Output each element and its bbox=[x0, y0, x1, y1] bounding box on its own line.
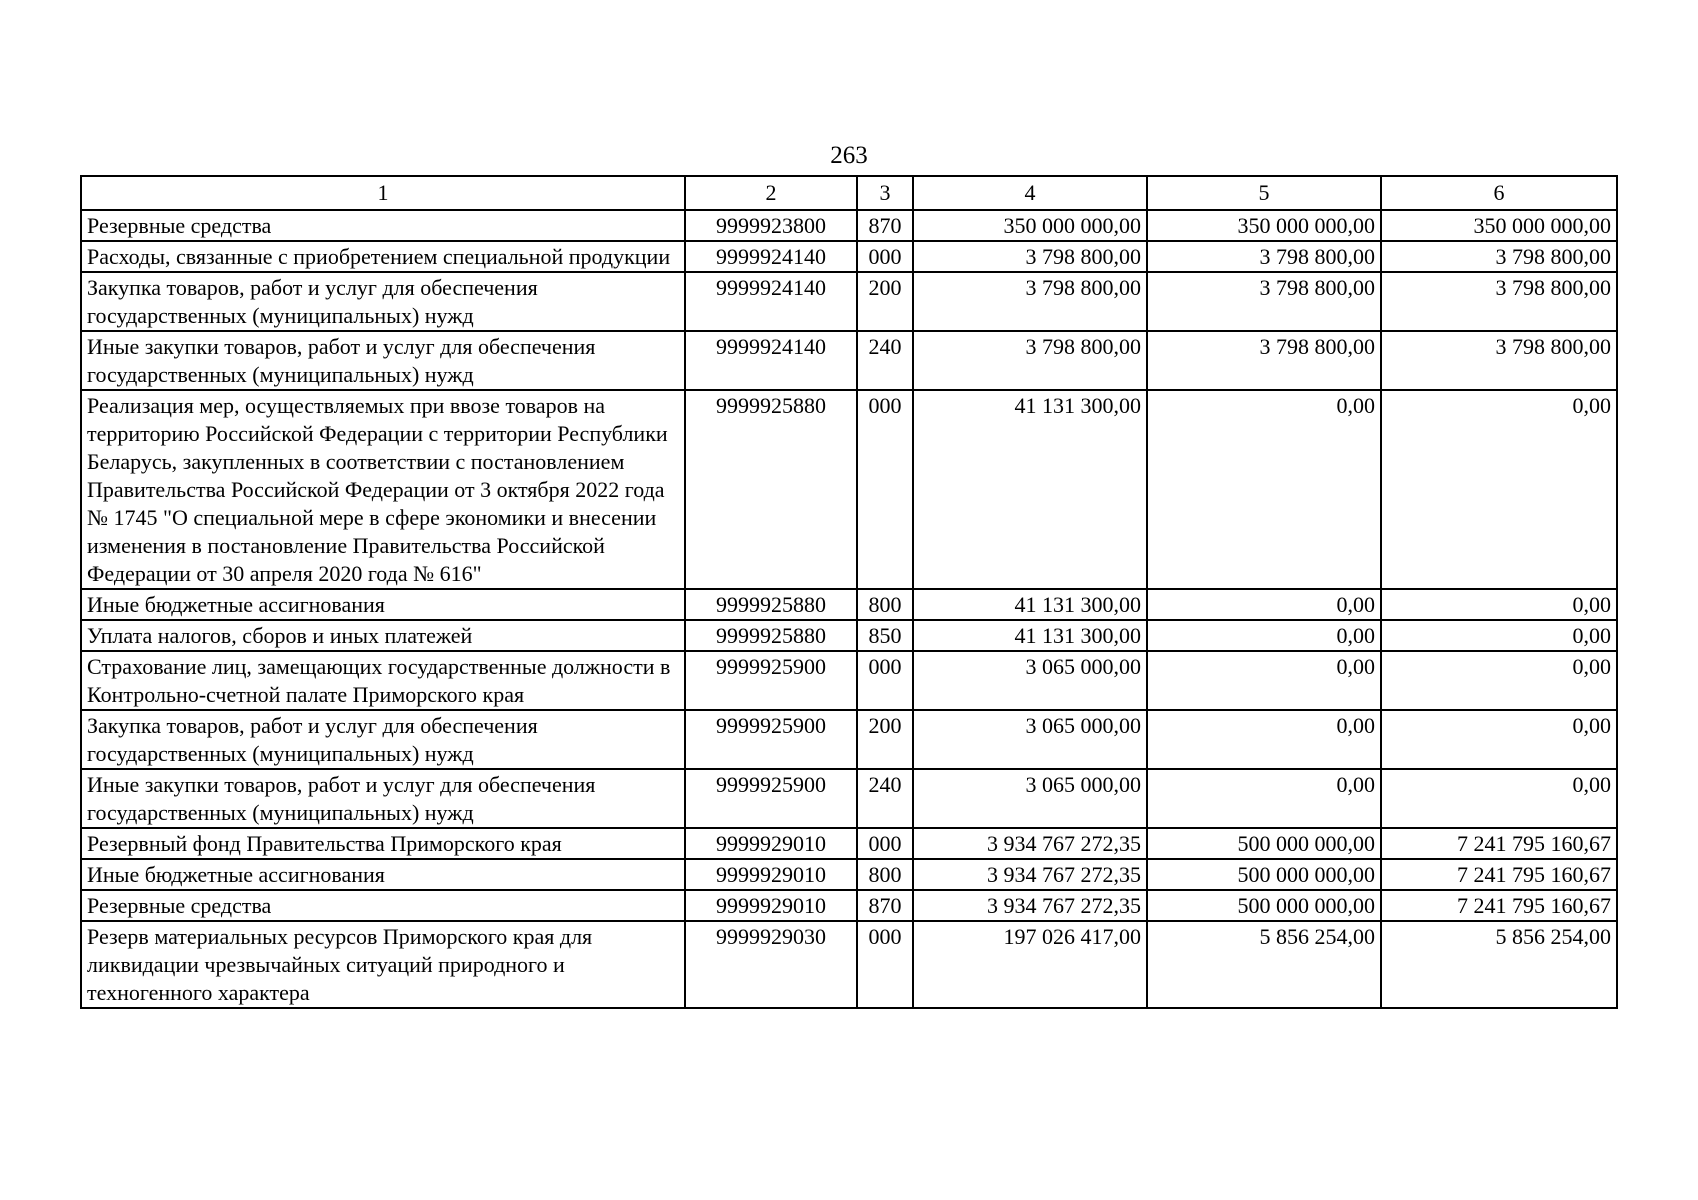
row-type-cell: 000 bbox=[857, 828, 913, 859]
row-code-cell: 9999924140 bbox=[685, 331, 857, 390]
row-value-col6-cell: 7 241 795 160,67 bbox=[1381, 890, 1617, 921]
row-code-cell: 9999929010 bbox=[685, 890, 857, 921]
row-type-cell: 240 bbox=[857, 331, 913, 390]
table-row bbox=[81, 710, 1617, 769]
row-value-col4-cell: 3 934 767 272,35 bbox=[913, 890, 1147, 921]
row-type-cell: 200 bbox=[857, 710, 913, 769]
row-name-cell: Иные бюджетные ассигнования bbox=[81, 859, 685, 890]
row-type-cell: 850 bbox=[857, 620, 913, 651]
row-name-cell: Иные закупки товаров, работ и услуг для обеспечения государственных (муниципальных) нужд bbox=[81, 331, 685, 390]
row-value-col6-cell: 7 241 795 160,67 bbox=[1381, 859, 1617, 890]
row-value-col5-cell: 500 000 000,00 bbox=[1147, 859, 1381, 890]
row-value-col5-cell: 0,00 bbox=[1147, 769, 1381, 828]
table-row bbox=[81, 769, 1617, 828]
row-value-col4-cell: 41 131 300,00 bbox=[913, 390, 1147, 589]
row-value-col5-cell: 500 000 000,00 bbox=[1147, 890, 1381, 921]
table-row bbox=[81, 828, 1617, 859]
row-value-col6-cell: 3 798 800,00 bbox=[1381, 241, 1617, 272]
row-code-cell: 9999929030 bbox=[685, 921, 857, 1008]
row-value-col5-cell: 0,00 bbox=[1147, 620, 1381, 651]
row-value-col4-cell: 3 798 800,00 bbox=[913, 241, 1147, 272]
budget-table bbox=[80, 175, 1618, 1009]
row-value-col5-cell: 3 798 800,00 bbox=[1147, 272, 1381, 331]
row-value-col5-cell: 0,00 bbox=[1147, 710, 1381, 769]
row-name-cell: Реализация мер, осуществляемых при ввозе товаров на территорию Российской Федерации с территории Республики Беларусь, закупленных в соответствии с постановлением Правительства Российской Федерации от 3 октября 2022 года № 1745 "О специальной мере в сфере экономики и внесении изменения в постановление Правительства Российской Федерации от 30 апреля 2020 года № 616" bbox=[81, 390, 685, 589]
row-value-col5-cell: 350 000 000,00 bbox=[1147, 210, 1381, 241]
row-value-col4-cell: 3 798 800,00 bbox=[913, 331, 1147, 390]
row-code-cell: 9999925880 bbox=[685, 390, 857, 589]
row-name-cell: Резервный фонд Правительства Приморского края bbox=[81, 828, 685, 859]
row-code-cell: 9999929010 bbox=[685, 828, 857, 859]
table-row bbox=[81, 620, 1617, 651]
row-name-cell: Закупка товаров, работ и услуг для обеспечения государственных (муниципальных) нужд bbox=[81, 710, 685, 769]
row-value-col4-cell: 350 000 000,00 bbox=[913, 210, 1147, 241]
row-code-cell: 9999925900 bbox=[685, 769, 857, 828]
row-value-col5-cell: 0,00 bbox=[1147, 390, 1381, 589]
row-value-col6-cell: 3 798 800,00 bbox=[1381, 331, 1617, 390]
row-value-col5-cell: 5 856 254,00 bbox=[1147, 921, 1381, 1008]
row-name-cell: Резервные средства bbox=[81, 890, 685, 921]
row-value-col6-cell: 0,00 bbox=[1381, 710, 1617, 769]
row-type-cell: 000 bbox=[857, 651, 913, 710]
row-type-cell: 870 bbox=[857, 210, 913, 241]
header-cell-6: 6 bbox=[1381, 176, 1617, 210]
row-value-col6-cell: 0,00 bbox=[1381, 651, 1617, 710]
row-value-col4-cell: 3 934 767 272,35 bbox=[913, 859, 1147, 890]
table-row bbox=[81, 331, 1617, 390]
row-code-cell: 9999923800 bbox=[685, 210, 857, 241]
row-type-cell: 000 bbox=[857, 921, 913, 1008]
row-value-col4-cell: 3 798 800,00 bbox=[913, 272, 1147, 331]
row-type-cell: 000 bbox=[857, 241, 913, 272]
row-value-col6-cell: 3 798 800,00 bbox=[1381, 272, 1617, 331]
table-row bbox=[81, 651, 1617, 710]
row-value-col5-cell: 500 000 000,00 bbox=[1147, 828, 1381, 859]
row-value-col4-cell: 3 065 000,00 bbox=[913, 710, 1147, 769]
row-name-cell: Резервные средства bbox=[81, 210, 685, 241]
table-row bbox=[81, 241, 1617, 272]
table-row bbox=[81, 210, 1617, 241]
row-value-col4-cell: 41 131 300,00 bbox=[913, 620, 1147, 651]
table-row bbox=[81, 589, 1617, 620]
row-type-cell: 240 bbox=[857, 769, 913, 828]
row-value-col6-cell: 350 000 000,00 bbox=[1381, 210, 1617, 241]
header-row bbox=[81, 176, 1617, 210]
table-row bbox=[81, 272, 1617, 331]
page-number: 263 bbox=[830, 142, 868, 169]
row-value-col5-cell: 3 798 800,00 bbox=[1147, 331, 1381, 390]
row-value-col4-cell: 3 065 000,00 bbox=[913, 769, 1147, 828]
row-type-cell: 800 bbox=[857, 589, 913, 620]
row-code-cell: 9999924140 bbox=[685, 272, 857, 331]
header-cell-3: 3 bbox=[857, 176, 913, 210]
row-value-col5-cell: 3 798 800,00 bbox=[1147, 241, 1381, 272]
row-value-col4-cell: 41 131 300,00 bbox=[913, 589, 1147, 620]
row-value-col5-cell: 0,00 bbox=[1147, 651, 1381, 710]
row-code-cell: 9999925900 bbox=[685, 651, 857, 710]
row-value-col4-cell: 3 065 000,00 bbox=[913, 651, 1147, 710]
table-row bbox=[81, 390, 1617, 589]
row-type-cell: 000 bbox=[857, 390, 913, 589]
header-cell-2: 2 bbox=[685, 176, 857, 210]
row-code-cell: 9999924140 bbox=[685, 241, 857, 272]
row-value-col5-cell: 0,00 bbox=[1147, 589, 1381, 620]
row-code-cell: 9999925900 bbox=[685, 710, 857, 769]
row-type-cell: 200 bbox=[857, 272, 913, 331]
row-code-cell: 9999925880 bbox=[685, 589, 857, 620]
row-name-cell: Расходы, связанные с приобретением специальной продукции bbox=[81, 241, 685, 272]
row-name-cell: Уплата налогов, сборов и иных платежей bbox=[81, 620, 685, 651]
row-value-col6-cell: 0,00 bbox=[1381, 390, 1617, 589]
header-cell-1: 1 bbox=[81, 176, 685, 210]
header-cell-4: 4 bbox=[913, 176, 1147, 210]
row-code-cell: 9999929010 bbox=[685, 859, 857, 890]
row-name-cell: Иные закупки товаров, работ и услуг для обеспечения государственных (муниципальных) нужд bbox=[81, 769, 685, 828]
row-value-col6-cell: 0,00 bbox=[1381, 769, 1617, 828]
row-value-col6-cell: 0,00 bbox=[1381, 620, 1617, 651]
row-type-cell: 800 bbox=[857, 859, 913, 890]
row-name-cell: Резерв материальных ресурсов Приморского края для ликвидации чрезвычайных ситуаций природного и техногенного характера bbox=[81, 921, 685, 1008]
row-value-col6-cell: 7 241 795 160,67 bbox=[1381, 828, 1617, 859]
table-body bbox=[81, 210, 1617, 1008]
table-row bbox=[81, 859, 1617, 890]
row-value-col4-cell: 3 934 767 272,35 bbox=[913, 828, 1147, 859]
row-code-cell: 9999925880 bbox=[685, 620, 857, 651]
table-row bbox=[81, 890, 1617, 921]
header-cell-5: 5 bbox=[1147, 176, 1381, 210]
row-value-col6-cell: 5 856 254,00 bbox=[1381, 921, 1617, 1008]
row-name-cell: Закупка товаров, работ и услуг для обеспечения государственных (муниципальных) нужд bbox=[81, 272, 685, 331]
row-value-col6-cell: 0,00 bbox=[1381, 589, 1617, 620]
row-type-cell: 870 bbox=[857, 890, 913, 921]
table-row bbox=[81, 921, 1617, 1008]
row-name-cell: Страхование лиц, замещающих государственные должности в Контрольно-счетной палате Приморского края bbox=[81, 651, 685, 710]
row-value-col4-cell: 197 026 417,00 bbox=[913, 921, 1147, 1008]
row-name-cell: Иные бюджетные ассигнования bbox=[81, 589, 685, 620]
